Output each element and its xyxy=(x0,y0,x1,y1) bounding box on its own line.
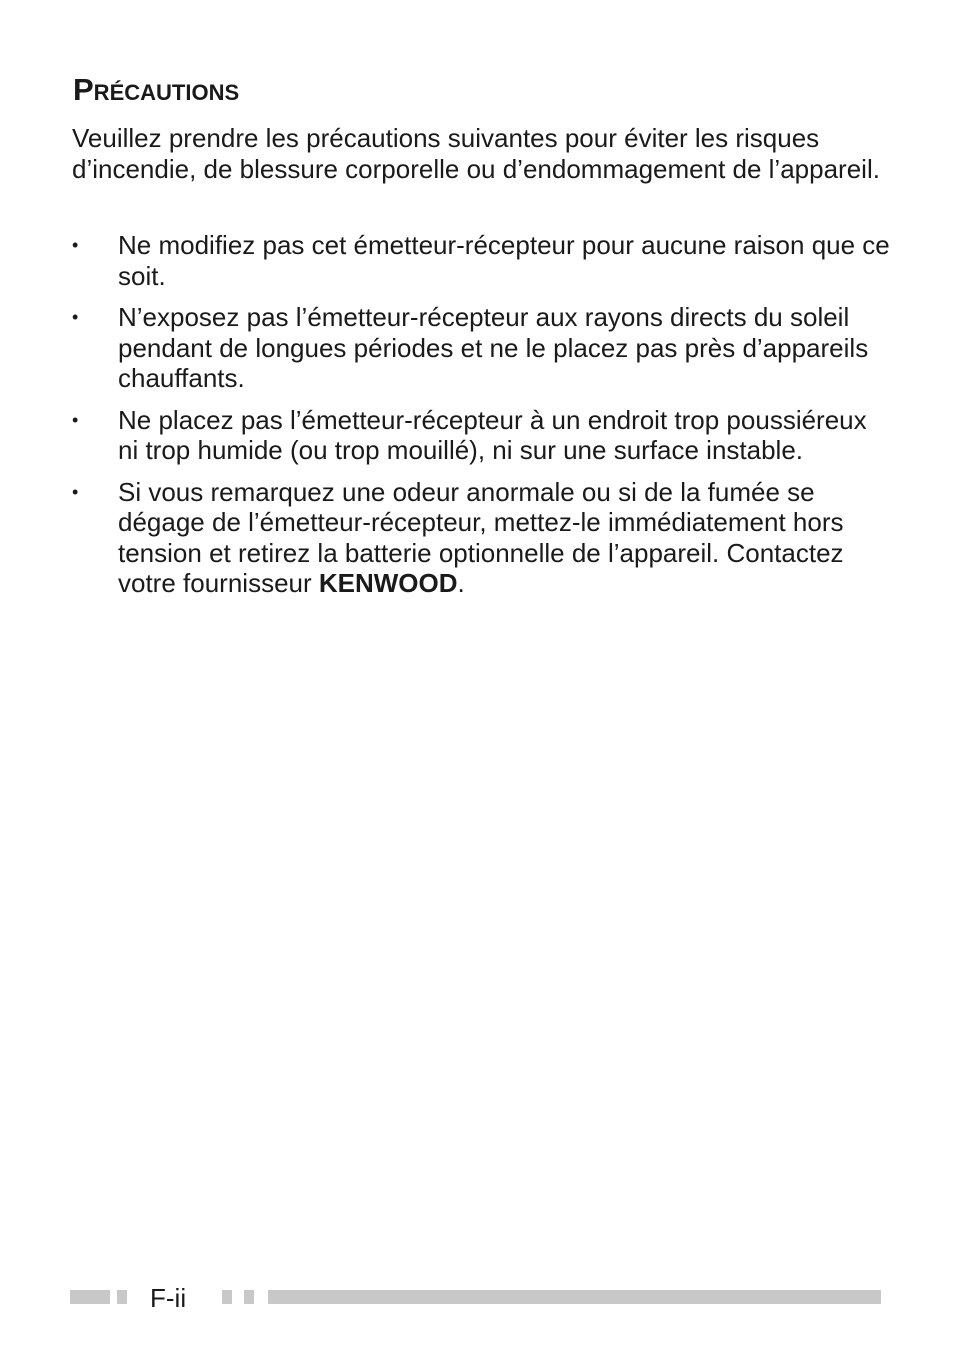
intro-paragraph: Veuillez prendre les précautions suivantes pour éviter les risques d’incendie, de blessure corporelle ou d’endommagement de l’appareil. xyxy=(72,123,880,184)
page-footer xyxy=(0,1283,954,1315)
list-item xyxy=(72,477,892,599)
list-item-text: Ne modifiez pas cet émetteur-récepteur pour aucune raison que ce soit. xyxy=(118,230,890,291)
section-heading: Précautions xyxy=(73,72,240,107)
bullet-icon: • xyxy=(72,409,79,430)
brand-name: KENWOOD xyxy=(318,568,458,598)
bullet-icon: • xyxy=(72,307,79,327)
list-item-text: N’exposez pas l’émetteur-récepteur aux rayons directs du soleil pendant de longues périodes et ne le placez pas près d’appareils chauffants. xyxy=(118,302,869,393)
list-item xyxy=(72,230,892,291)
footer-bar-mid-1 xyxy=(222,1290,232,1304)
page-number: F-ii xyxy=(150,1283,187,1313)
bullet-icon: • xyxy=(72,235,79,255)
footer-bar-right xyxy=(268,1290,881,1304)
footer-bar-mid-2 xyxy=(244,1290,254,1304)
footer-bar-left-small xyxy=(117,1290,127,1304)
bullet-icon: • xyxy=(72,481,79,502)
precautions-list xyxy=(72,230,892,610)
list-item-text: Si vous remarquez une odeur anormale ou si de la fumée se dégage de l’émetteur-récepteur, mettez-le immédiatement hors tension et retirez la batterie optionnelle de l’appareil. Contactez votre fournisseur xyxy=(118,476,844,598)
list-item xyxy=(72,302,892,394)
list-item-suffix: . xyxy=(457,568,465,598)
list-item-text: Ne placez pas l’émetteur-récepteur à un endroit trop poussiéreux ni trop humide (ou trop mouillé), ni sur une surface instable. xyxy=(118,404,867,465)
footer-bar-left xyxy=(70,1290,110,1304)
list-item xyxy=(72,405,892,466)
